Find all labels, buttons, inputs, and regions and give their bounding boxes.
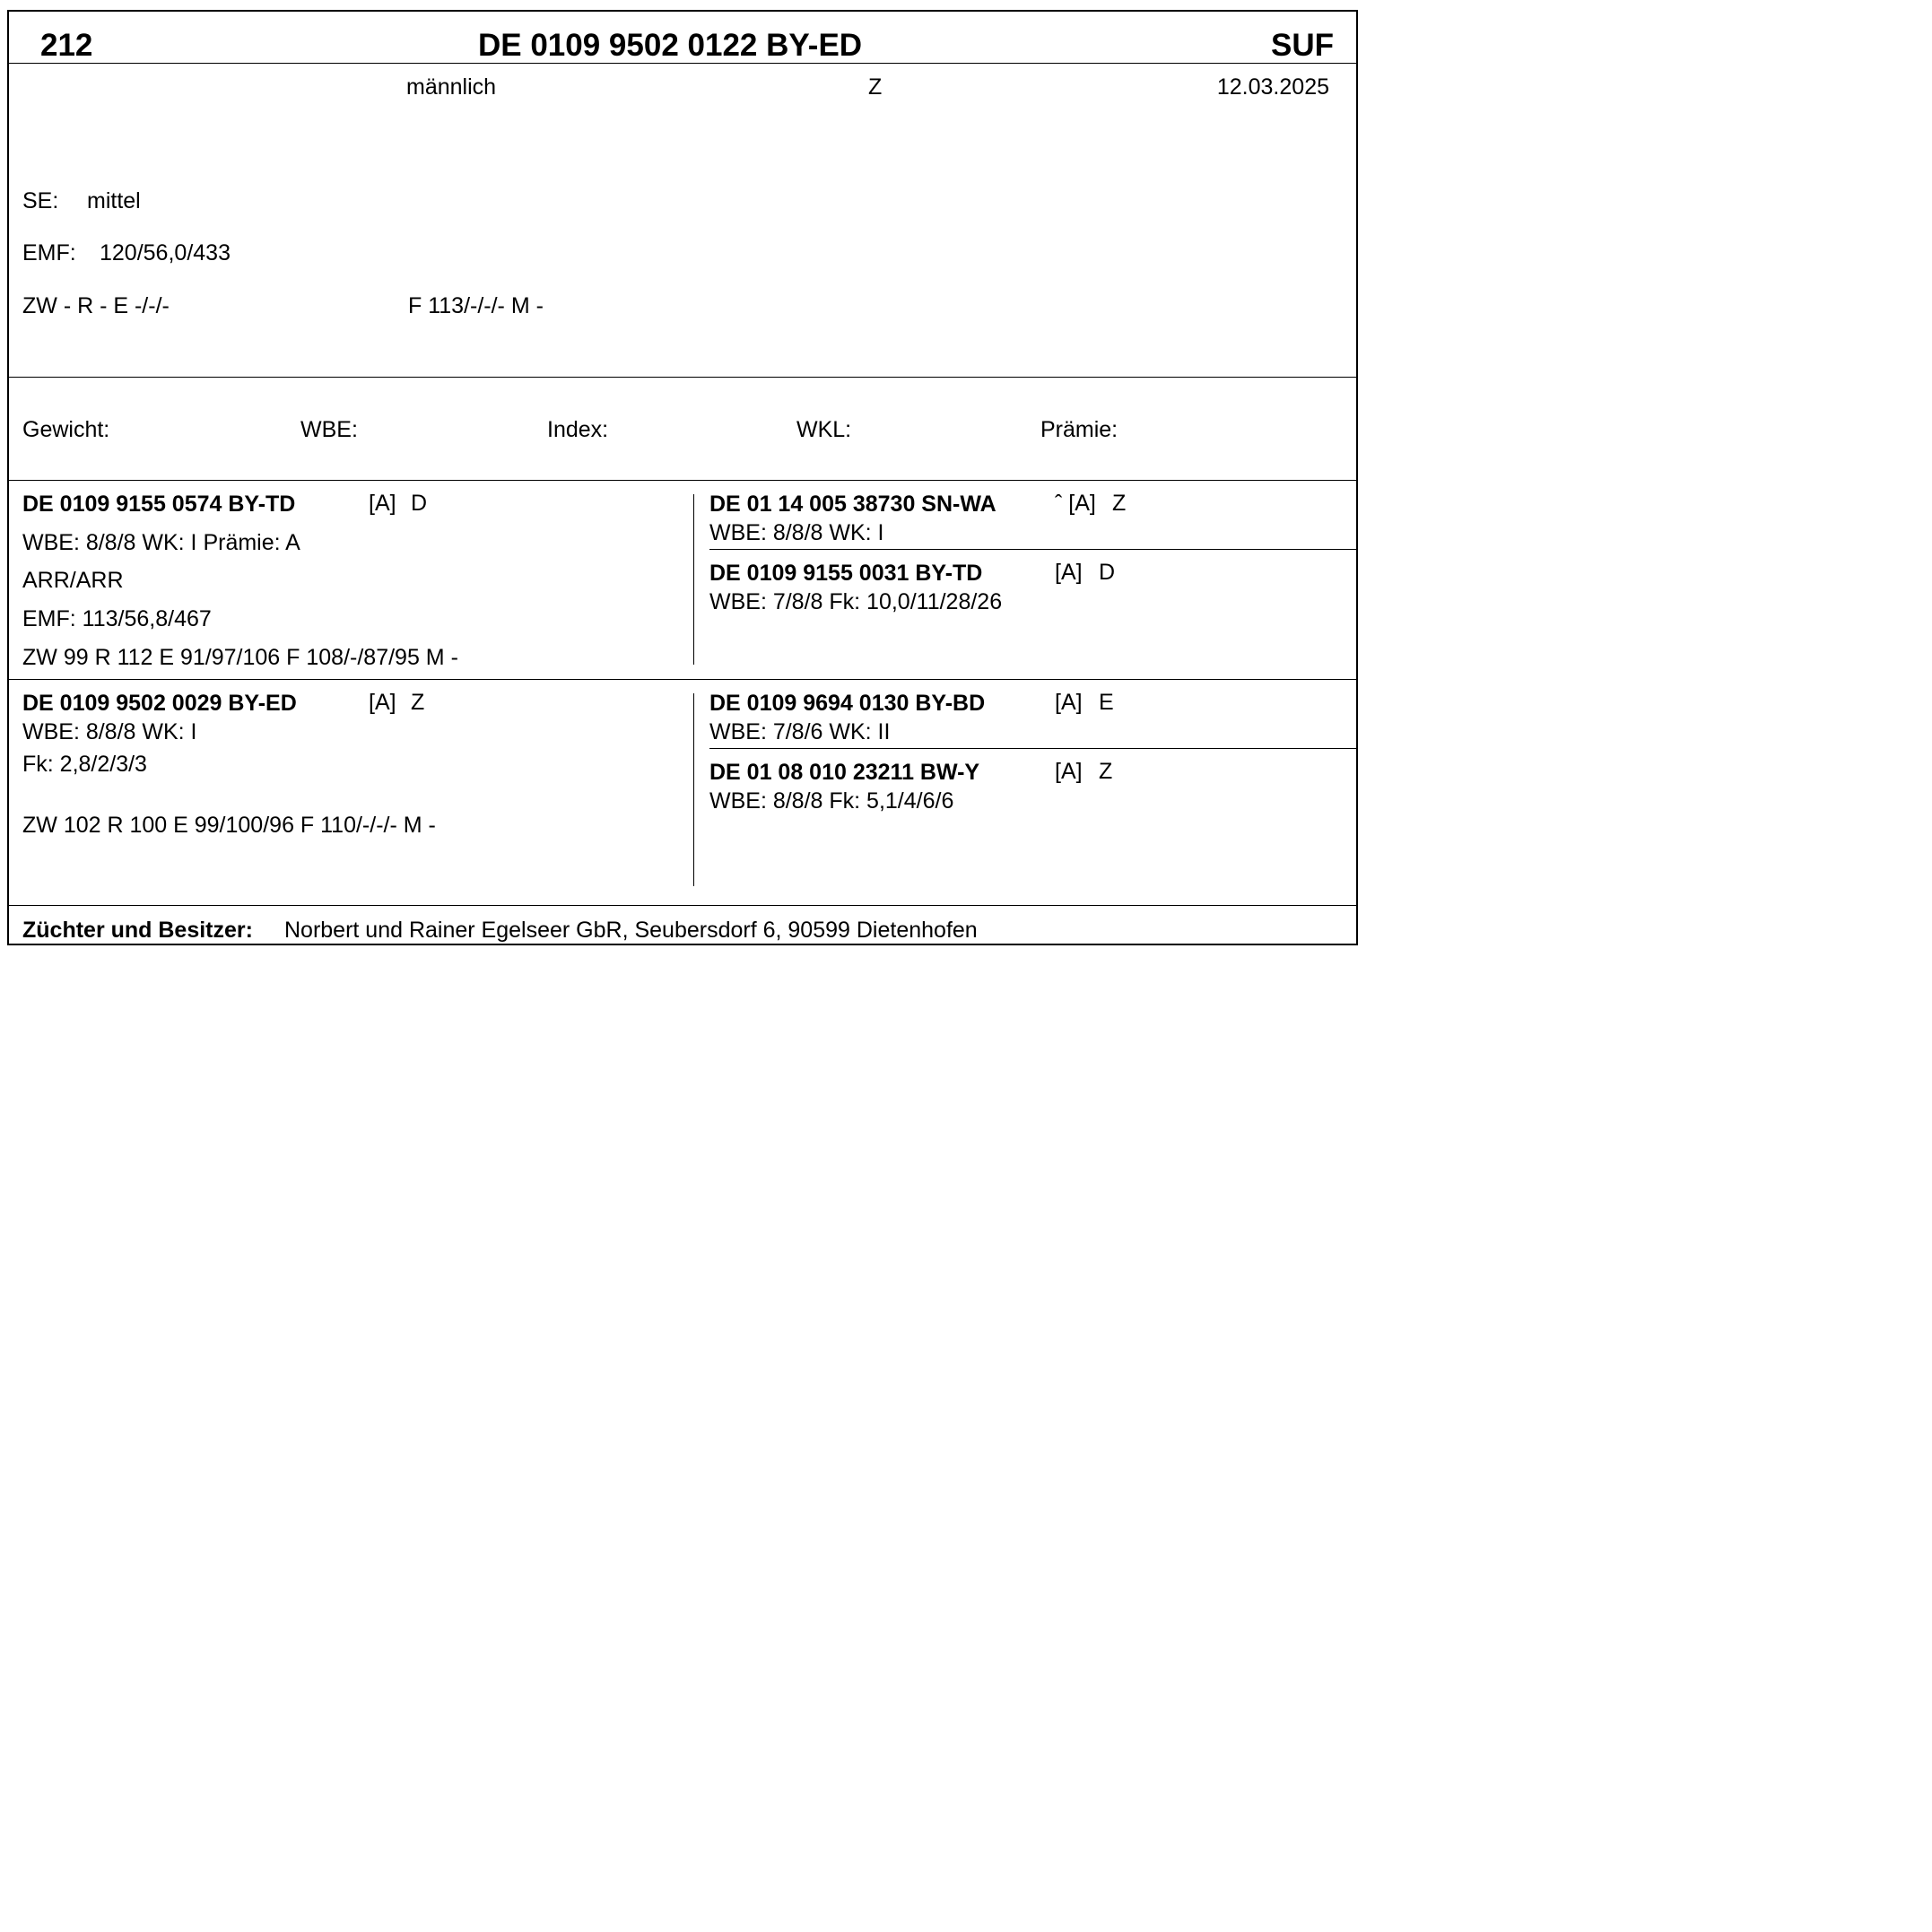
breed-code: SUF	[1271, 28, 1334, 63]
mother-wbe: WBE: 8/8/8 WK: I	[22, 719, 197, 744]
divider	[693, 693, 694, 886]
mother-tag: [A]	[369, 690, 396, 715]
mother-fk: Fk: 2,8/2/3/3	[22, 752, 147, 777]
mother-father-wbe: WBE: 7/8/6 WK: II	[709, 719, 891, 744]
mother-grade: Z	[411, 690, 425, 715]
divider	[9, 480, 1356, 481]
mother-father-tag: [A]	[1055, 690, 1083, 715]
divider	[9, 679, 1356, 680]
catalog-number: 212	[40, 28, 93, 63]
mother-mother-grade: Z	[1099, 759, 1113, 784]
father-mother-grade: D	[1099, 560, 1116, 585]
mother-mother-wbe: WBE: 8/8/8 Fk: 5,1/4/6/6	[709, 788, 954, 814]
mother-id: DE 0109 9502 0029 BY-ED	[22, 691, 297, 716]
father-wbe: WBE: 8/8/8 WK: I Prämie: A	[22, 530, 300, 555]
father-breeding-values: ZW 99 R 112 E 91/97/106 F 108/-/87/95 M -	[22, 645, 458, 670]
animal-id: DE 0109 9502 0122 BY-ED	[478, 28, 863, 63]
breeder-label: Züchter und Besitzer:	[22, 918, 253, 943]
divider	[9, 377, 1356, 378]
breeder-value: Norbert und Rainer Egelseer GbR, Seubersdorf 6, 90599 Dietenhofen	[284, 918, 978, 943]
father-father-tag: ˆ [A]	[1055, 491, 1096, 516]
sex: männlich	[406, 74, 497, 100]
mother-mother-tag: [A]	[1055, 759, 1083, 784]
praemie-label: Prämie:	[1040, 417, 1118, 442]
se-value: mittel	[87, 188, 141, 213]
se-label: SE:	[22, 188, 59, 213]
breeding-value-right: F 113/-/-/- M -	[408, 293, 544, 318]
mother-breeding-values: ZW 102 R 100 E 99/100/96 F 110/-/-/- M -	[22, 813, 436, 838]
animal-card	[7, 10, 1358, 945]
index-label: Index:	[547, 417, 609, 442]
breeding-value-left: ZW - R - E -/-/-	[22, 293, 170, 318]
father-father-id: DE 01 14 005 38730 SN-WA	[709, 492, 996, 517]
divider	[693, 494, 694, 665]
father-emf: EMF: 113/56,8/467	[22, 606, 212, 631]
father-grade: D	[411, 491, 428, 516]
emf-label: EMF:	[22, 240, 76, 265]
father-father-wbe: WBE: 8/8/8 WK: I	[709, 520, 884, 545]
father-father-grade: Z	[1112, 491, 1127, 516]
mark: Z	[868, 74, 883, 100]
emf-value: 120/56,0/433	[100, 240, 231, 265]
wkl-label: WKL:	[796, 417, 852, 442]
date: 12.03.2025	[1216, 74, 1329, 100]
mother-father-id: DE 0109 9694 0130 BY-BD	[709, 691, 986, 716]
father-mother-id: DE 0109 9155 0031 BY-TD	[709, 561, 983, 586]
divider	[9, 905, 1356, 906]
father-id: DE 0109 9155 0574 BY-TD	[22, 492, 296, 517]
divider	[709, 549, 1356, 550]
father-mother-wbe: WBE: 7/8/8 Fk: 10,0/11/28/26	[709, 589, 1003, 614]
mother-father-grade: E	[1099, 690, 1114, 715]
father-mother-tag: [A]	[1055, 560, 1083, 585]
weight-label: Gewicht:	[22, 417, 110, 442]
father-genotype: ARR/ARR	[22, 568, 124, 593]
wbe-label: WBE:	[300, 417, 358, 442]
father-tag: [A]	[369, 491, 396, 516]
divider	[709, 748, 1356, 749]
divider	[9, 63, 1356, 64]
mother-mother-id: DE 01 08 010 23211 BW-Y	[709, 760, 980, 785]
